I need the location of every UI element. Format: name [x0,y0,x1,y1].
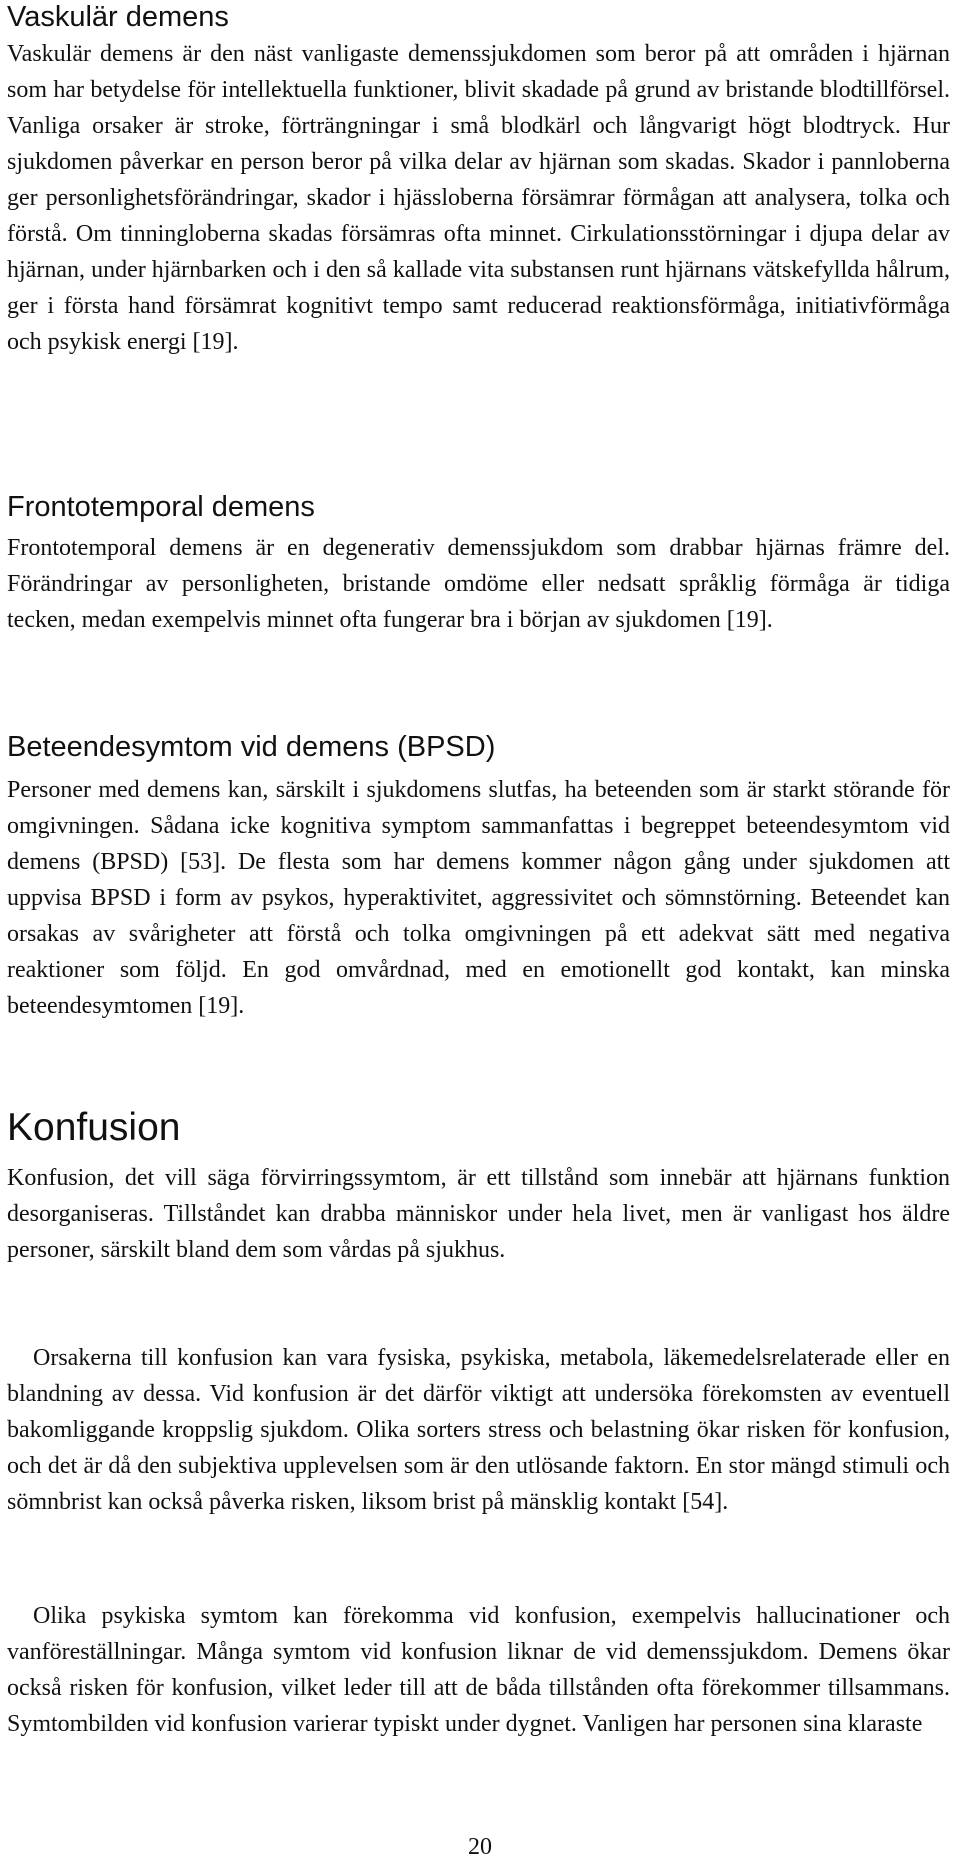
section-heading-frontotemporal-demens: Frontotemporal demens [7,491,315,523]
section-paragraph-bpsd: Personer med demens kan, särskilt i sjukdomens slutfas, ha beteenden som är starkt störande för omgivningen. Sådana icke kognitiva symptom sammanfattas i begreppet beteendesymtom vid demens (BPSD) [53]. De flesta som har demens kommer någon gång under sjukdomen att uppvisa BPSD i form av psykos, hyperaktivitet, aggressivitet och sömnstörning. Beteendet kan orsakas av svårigheter att förstå och tolka omgivningen på ett adekvat sätt med negativa reaktioner som följd. En god omvårdnad, med en emotionellt god kontakt, kan minska beteendesymtomen [19]. [7,777,950,1019]
section-paragraph-konfusion-2: Orsakerna till konfusion kan vara fysiska, psykiska, metabola, läkemedelsrelaterade eller en blandning av dessa. Vid konfusion är det därför viktigt att undersöka förekomsten av eventuell bakomliggande kroppslig sjukdom. Olika sorters stress och belastning ökar risken för konfusion, och det är då den subjektiva upplevelsen som är den utlösande faktorn. En stor mängd stimuli och sömnbrist kan också påverka risken, liksom brist på mänsklig kontakt [54]. [7,1345,950,1515]
section-paragraph-frontotemporal-demens: Frontotemporal demens är en degenerativ demenssjukdom som drabbar hjärnas främre del. Förändringar av personligheten, bristande omdöme eller nedsatt språklig förmåga är tidiga tecken, medan exempelvis minnet ofta fungerar bra i början av sjukdomen [19]. [7,535,950,633]
section-paragraph-vaskular-demens: Vaskulär demens är den näst vanligaste demenssjukdomen som beror på att områden i hjärnan som har betydelse för intellektuella funktioner, blivit skadade på grund av bristande blodtillförsel. Vanliga orsaker är stroke, förträngningar i små blodkärl och långvarigt högt blodtryck. Hur sjukdomen påverkar en person beror på vilka delar av hjärnan som skadas. Skador i pannloberna ger personlighetsförändringar, skador i hjässloberna försämrar förmågan att analysera, tolka och förstå. Om tinningloberna skadas försämras ofta minnet. Cirkulationsstörningar i djupa delar av hjärnan, under hjärnbarken och i den så kallade vita substansen runt hjärnans vätskefyllda hålrum, ger i första hand försämrat kognitivt tempo samt reducerad reaktionsförmåga, initiativförmåga och psykisk energi [19]. [7,41,950,355]
section-paragraph-konfusion-1: Konfusion, det vill säga förvirringssymtom, är ett tillstånd som innebär att hjärnans funktion desorganiseras. Tillståndet kan drabba människor under hela livet, men är vanligast hos äldre personer, särskilt bland dem som vårdas på sjukhus. [7,1165,950,1263]
section-heading-vaskular-demens: Vaskulär demens [7,1,229,33]
section-heading-bpsd: Beteendesymtom vid demens (BPSD) [7,731,496,763]
page-number: 20 [468,1834,492,1860]
section-heading-konfusion: Konfusion [7,1106,181,1149]
section-paragraph-konfusion-3: Olika psykiska symtom kan förekomma vid konfusion, exempelvis hallucinationer och vanföreställningar. Många symtom vid konfusion liknar de vid demenssjukdom. Demens ökar också risken för konfusion, vilket leder till att de båda tillstånden ofta förekommer tillsammans. Symtombilden vid konfusion varierar typiskt under dygnet. Vanligen har personen sina klaraste [7,1603,950,1737]
